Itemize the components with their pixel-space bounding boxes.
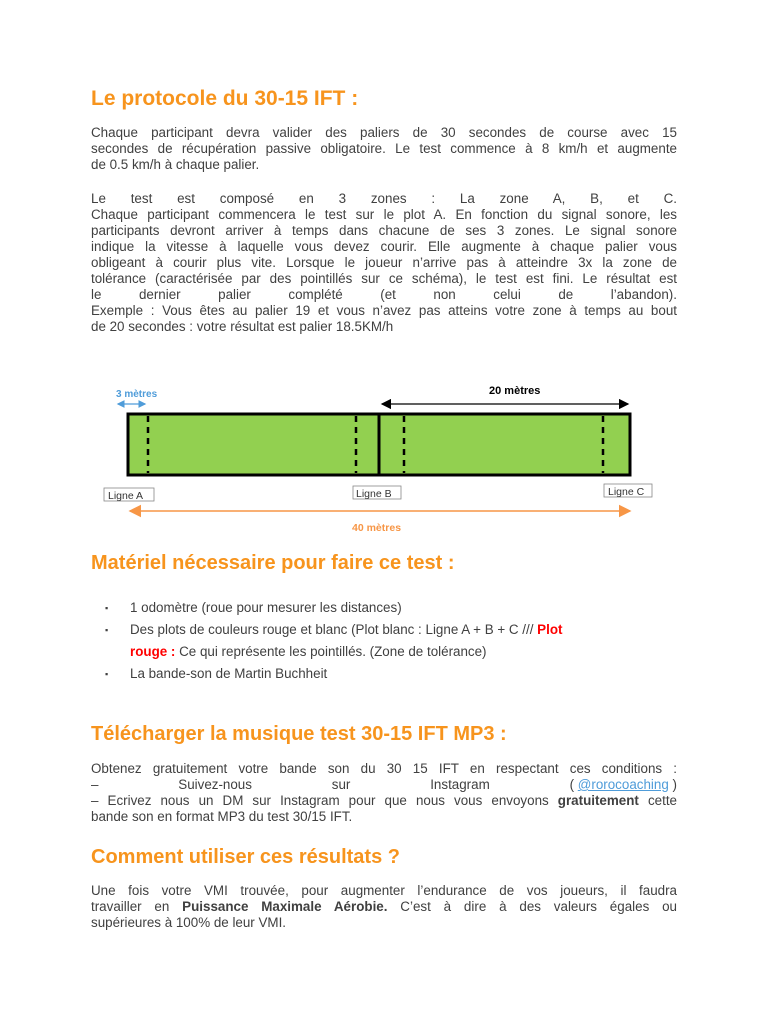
materials-list (91, 597, 677, 685)
ligne-a-label: Ligne A (108, 490, 144, 502)
text: travailler en (91, 899, 183, 914)
bullet-icon: ▪ (105, 669, 109, 679)
material-text: La bande-son de Martin Buchheit (130, 666, 328, 681)
text: cette (638, 793, 677, 808)
download-paragraph (91, 761, 677, 825)
material-text: Des plots de couleurs rouge et blanc (Plot blanc : Ligne A + B + C /// (130, 622, 538, 637)
zones-line: tolérance (caractérisée par des pointillés sur ce schéma), le test est fini. Le résultat est (91, 271, 677, 286)
download-line (91, 777, 677, 793)
list-item (91, 663, 677, 685)
list-item (91, 619, 677, 663)
heading-results: Comment utiliser ces résultats ? (91, 846, 400, 868)
text: C’est à dire à des valeurs égales ou (387, 899, 677, 914)
text: – Ecrivez nous un DM sur Instagram pour que nous vous envoyons (91, 793, 558, 808)
dash: – (91, 777, 99, 792)
bullet-icon: ▪ (105, 625, 109, 635)
twenty-meters-label: 20 mètres (489, 385, 541, 397)
material-text: 1 odomètre (roue pour mesurer les distances) (130, 600, 402, 615)
paren: ( (569, 777, 575, 792)
ligne-b-label: Ligne B (356, 488, 392, 500)
intro-paragraph (91, 125, 677, 173)
plot-rouge-label: rouge : (130, 644, 176, 659)
instagram-link[interactable]: @rorocoaching (577, 777, 669, 792)
zones-line: Le test est composé en 3 zones : La zone A, B, et C. (91, 191, 677, 206)
link-wrapper (570, 777, 677, 793)
results-line (91, 899, 677, 915)
bold-text: Puissance Maximale Aérobie. (182, 899, 388, 914)
results-line: Une fois votre VMI trouvée, pour augmenter l’endurance de vos joueurs, il faudra (91, 883, 677, 898)
zones-line: le dernier palier complété (et non celui de l’abandon). (91, 287, 677, 302)
zones-line: Exemple : Vous êtes au palier 19 et vous n’avez pas atteins votre zone à temps au bout (91, 303, 677, 318)
ligne-c-label: Ligne C (608, 486, 645, 498)
zones-line: obligeant à courir plus vite. Lorsque le joueur n’arrive pas à atteindre 3x la zone de (91, 255, 677, 270)
forty-meters-label: 40 mètres (352, 522, 402, 534)
zones-line: Chaque participant commencera le test sur le plot A. En fonction du signal sonore, les (91, 207, 677, 222)
intro-line: Chaque participant devra valider des paliers de 30 secondes de course avec 15 (91, 125, 677, 140)
heading-materials: Matériel nécessaire pour faire ce test : (91, 552, 455, 574)
zones-line: de 20 secondes : votre résultat est palier 18.5KM/h (91, 319, 394, 334)
material-text: Ce qui représente les pointillés. (Zone de tolérance) (175, 644, 487, 659)
heading-protocol: Le protocole du 30-15 IFT : (91, 87, 359, 110)
zones-paragraph (91, 191, 677, 335)
download-line: Obtenez gratuitement votre bande son du 30 15 IFT en respectant ces conditions : (91, 761, 677, 776)
zones-line: participants devront arriver à temps dans chacune de ses 3 zones. Le signal sonore (91, 223, 677, 238)
field-diagram (100, 380, 645, 540)
results-paragraph (91, 883, 677, 931)
follow-text: Instagram (430, 777, 490, 792)
download-line: bande son en format MP3 du test 30/15 IFT. (91, 809, 353, 824)
three-meters-label: 3 mètres (116, 389, 158, 400)
intro-line: de 0.5 km/h à chaque palier. (91, 157, 260, 172)
results-line: supérieures à 100% de leur VMI. (91, 915, 287, 930)
follow-text: sur (331, 777, 351, 792)
zones-line: indique la vitesse à laquelle vous devez courir. Elle augmente à chaque palier vous (91, 239, 677, 254)
heading-download: Télécharger la musique test 30-15 IFT MP3 : (91, 723, 507, 745)
intro-line: secondes de récupération passive obligatoire. Le test commence à 8 km/h et augmente (91, 141, 677, 156)
plot-rouge-label: Plot (537, 622, 563, 637)
download-line (91, 793, 677, 809)
list-item (91, 597, 677, 619)
follow-text: Suivez-nous (178, 777, 252, 792)
bold-text: gratuitement (557, 793, 639, 808)
paren: ) (672, 777, 677, 792)
bullet-icon: ▪ (105, 603, 109, 613)
